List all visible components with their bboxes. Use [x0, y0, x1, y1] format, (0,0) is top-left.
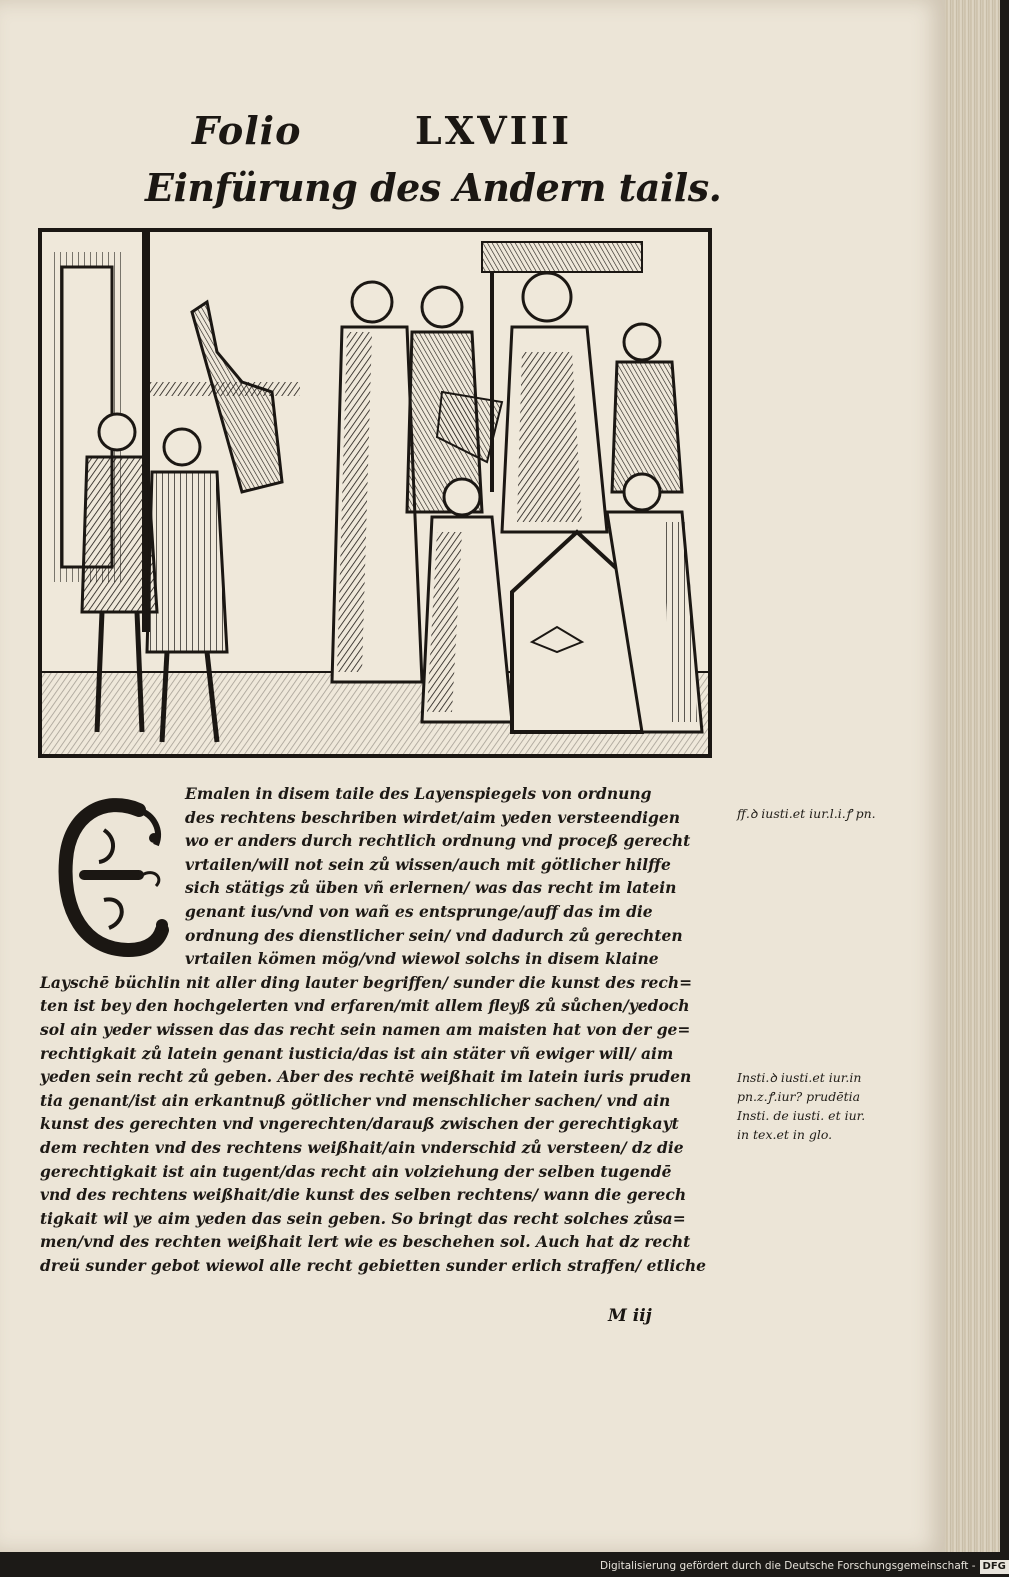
margin-note-line: Insti.ꝺ iusti.et iur.in: [737, 1070, 862, 1085]
body-line: ordnung des dienstlicher sein/ vnd dadurch zů gerechten: [185, 925, 683, 945]
body-line: vrtailen/will not sein zů wissen/auch mit götlicher hilffe: [185, 854, 671, 874]
body-line: men/vnd des rechten weißhait lert wie es beschehen sol. Auch hat dz recht: [40, 1232, 691, 1252]
body-line: vrtailen kömen mög/vnd wiewol solchs in disem klaine: [185, 949, 659, 969]
catchword: M iij: [608, 1306, 652, 1326]
page-edges: [945, 0, 1000, 1552]
body-line: sich stätigs zů üben vñ erlernen/ was das recht im latein: [185, 878, 677, 898]
body-line: sol ain yeder wissen das das recht sein namen am maisten hat von der ge=: [40, 1019, 691, 1039]
body-line: kunst des gerechten vnd vngerechten/darauß zwischen der gerechtigkayt: [40, 1114, 679, 1134]
body-line: tigkait wil ye aim yeden das sein geben. So bringt das recht solches zůsa=: [40, 1208, 686, 1228]
body-line: dreü sunder gebot wiewol alle recht gebietten sunder erlich straffen/ etliche: [40, 1255, 706, 1275]
woodcut-illustration: [38, 228, 712, 758]
dfg-logo: DFG: [980, 1560, 1009, 1574]
body-line: genant ius/vnd von wañ es entsprunge/auff das im die: [185, 901, 653, 921]
body-line: des rechtens beschriben wirdet/aim yeden versteendigen: [185, 807, 681, 827]
body-line: Layschē büchlin nit aller ding lauter begriffen/ sunder die kunst des rech=: [40, 972, 693, 992]
bleed-through-text: [745, 145, 915, 215]
body-line: wo er anders durch rechtlich ordnung vnd proceß gerecht: [185, 831, 691, 851]
margin-note-line: ff.ꝺ iusti.et iur.l.i.ꝭ pn.: [737, 806, 876, 821]
body-line: ten ist bey den hochgelerten vnd erfaren/mit allem fleyß zů sůchen/yedoch: [40, 996, 690, 1016]
body-line: vnd des rechtens weißhait/die kunst des selben rechtens/ wann die gerech: [40, 1185, 687, 1205]
body-line: yeden sein recht zů geben. Aber des rechtē weißhait im latein iuris pruden: [40, 1067, 692, 1087]
footer-text: Digitalisierung gefördert durch die Deutsche Forschungsgemeinschaft -: [600, 1560, 976, 1572]
folio-label: Folio: [192, 108, 302, 153]
digitization-footer: [600, 1555, 1006, 1577]
body-text: [40, 782, 730, 1277]
body-line: rechtigkait zů latein genant iusticia/das ist ain stäter vñ ewiger will/ aim: [40, 1043, 674, 1063]
folio-number: LXVIII: [415, 108, 573, 153]
margin-note-line: pn.z.ꝭ.iur? prudētia: [737, 1089, 861, 1104]
body-line: dem rechten vnd des rechtens weißhait/ain vnderschid zů versteen/ dz die: [40, 1137, 684, 1157]
body-line: gerechtigkait ist ain tugent/das recht ain volziehung der selben tugendē: [40, 1161, 672, 1181]
margin-note-line: Insti. de iusti. et iur.: [737, 1108, 866, 1123]
section-heading: Einfürung des Andern tails.: [145, 165, 722, 210]
margin-note-2: [737, 1068, 865, 1144]
body-line: tia genant/ist ain erkantnuß götlicher vnd menschlicher sachen/ vnd ain: [40, 1090, 671, 1110]
margin-note-1: [737, 804, 876, 823]
margin-note-line: in tex.et in glo.: [737, 1127, 833, 1142]
woodcut-court-scene: [42, 232, 708, 754]
body-line: Emalen in disem taile des Layenspiegels von ordnung: [185, 784, 652, 803]
